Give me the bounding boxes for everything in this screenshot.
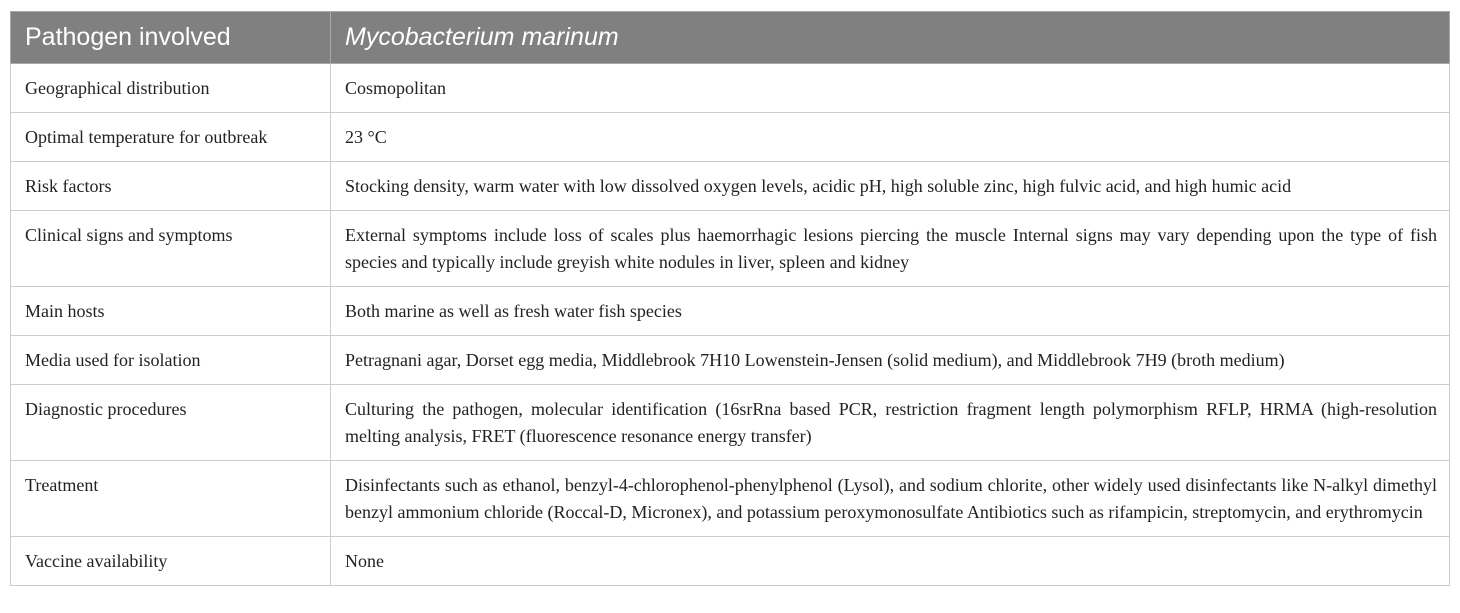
- table-row: [11, 211, 1450, 287]
- header-row: [11, 12, 1450, 64]
- row-label: Media used for isolation: [11, 336, 331, 385]
- row-value: Disinfectants such as ethanol, benzyl-4-chlorophenol-phenylphenol (Lysol), and sodium chlorite, other widely used disinfectants like N-alkyl dimethyl benzyl ammonium chloride (Roccal-D, Micronex), and potassium peroxymonosulfate Antibiotics such as rifampicin, streptomycin, and erythromycin: [331, 461, 1450, 537]
- table-row: [11, 461, 1450, 537]
- row-label: Vaccine availability: [11, 537, 331, 586]
- row-value: 23 °C: [331, 113, 1450, 162]
- row-label: Clinical signs and symptoms: [11, 211, 331, 287]
- table-row: [11, 537, 1450, 586]
- header-pathogen-name: Mycobacterium marinum: [331, 12, 1450, 64]
- row-value: Both marine as well as fresh water fish species: [331, 287, 1450, 336]
- row-value: External symptoms include loss of scales plus haemorrhagic lesions piercing the muscle Internal signs may vary depending upon the type of fish species and typically include greyish white nodules in liver, spleen and kidney: [331, 211, 1450, 287]
- row-label: Main hosts: [11, 287, 331, 336]
- row-label: Risk factors: [11, 162, 331, 211]
- row-value: Stocking density, warm water with low dissolved oxygen levels, acidic pH, high soluble zinc, high fulvic acid, and high humic acid: [331, 162, 1450, 211]
- row-value: Petragnani agar, Dorset egg media, Middlebrook 7H10 Lowenstein-Jensen (solid medium), and Middlebrook 7H9 (broth medium): [331, 336, 1450, 385]
- pathogen-table: [10, 11, 1450, 586]
- row-value: Cosmopolitan: [331, 64, 1450, 113]
- row-value: None: [331, 537, 1450, 586]
- row-label: Treatment: [11, 461, 331, 537]
- row-label: Diagnostic procedures: [11, 385, 331, 461]
- table-row: [11, 336, 1450, 385]
- row-label: Geographical distribution: [11, 64, 331, 113]
- table-header: [11, 12, 1450, 64]
- table-row: [11, 287, 1450, 336]
- header-pathogen-involved: Pathogen involved: [11, 12, 331, 64]
- table-row: [11, 162, 1450, 211]
- pathogen-table-container: [10, 11, 1449, 586]
- table-row: [11, 113, 1450, 162]
- row-label: Optimal temperature for outbreak: [11, 113, 331, 162]
- table-row: [11, 385, 1450, 461]
- table-row: [11, 64, 1450, 113]
- table-body: [11, 64, 1450, 586]
- row-value: Culturing the pathogen, molecular identification (16srRna based PCR, restriction fragment length polymorphism RFLP, HRMA (high-resolution melting analysis, FRET (fluorescence resonance energy transfer): [331, 385, 1450, 461]
